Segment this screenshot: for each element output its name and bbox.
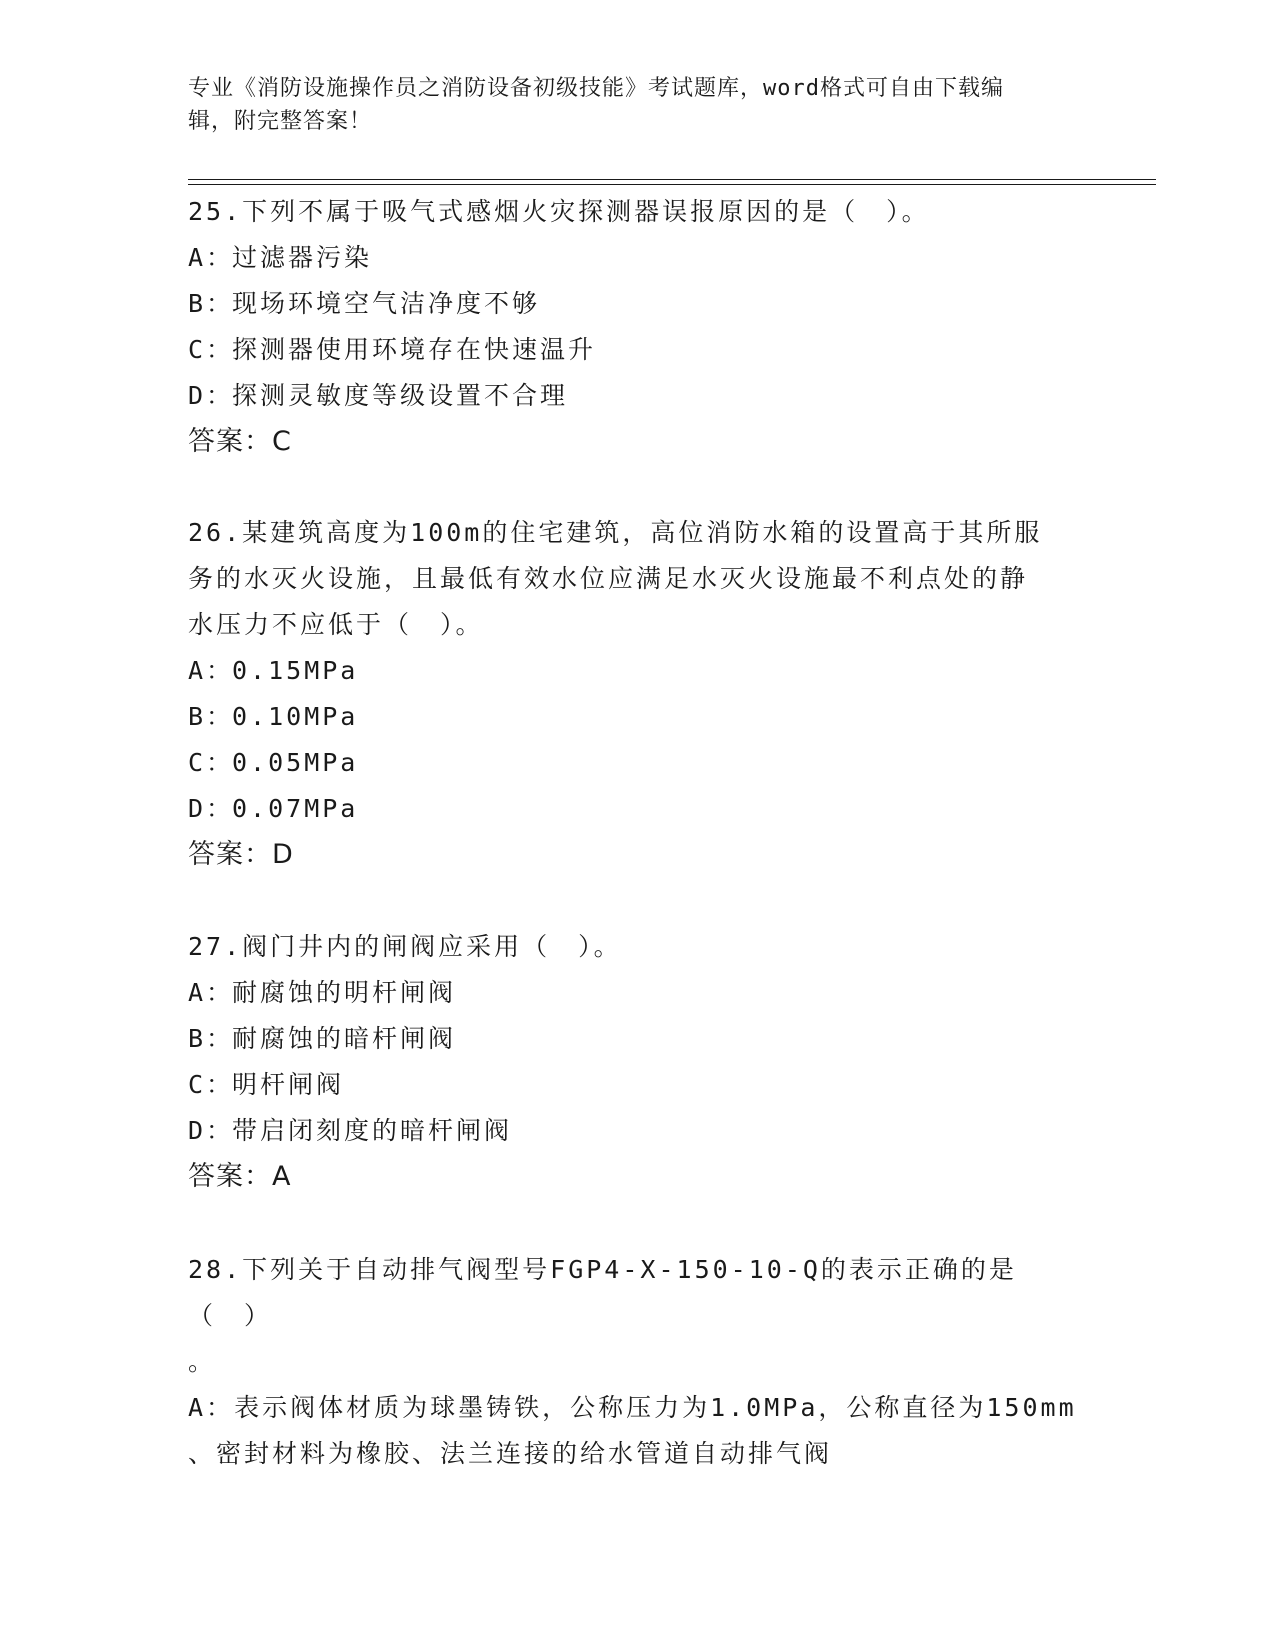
option-c: C：0.05MPa [188,748,359,777]
question-text-line-2: 务的水灭火设施，且最低有效水位应满足水灭火设施最不利点处的静 [188,564,1029,593]
question-text: 27.阀门井内的闸阀应采用（ ）。 [188,932,622,961]
option-a: A：0.15MPa [188,656,359,685]
document-header [188,72,1068,138]
question-text: 25.下列不属于吸气式感烟火灾探测器误报原因的是（ ）。 [188,197,930,226]
header-divider-top [188,179,1156,180]
option-a: A：过滤器污染 [188,243,373,272]
option-b: B：耐腐蚀的暗杆闸阀 [188,1024,457,1053]
option-a: A：耐腐蚀的明杆闸阀 [188,978,457,1007]
question-25 [188,189,1088,465]
header-line-1: 专业《消防设施操作员之消防设备初级技能》考试题库，word格式可自由下载编 [188,76,1004,101]
question-text-line-1: 26.某建筑高度为100m的住宅建筑，高位消防水箱的设置高于其所服 [188,518,1043,547]
option-d: D：0.07MPa [188,794,359,823]
option-a-continuation: 、密封材料为橡胶、法兰连接的给水管道自动排气阀 [188,1439,833,1468]
option-b: B：现场环境空气洁净度不够 [188,289,541,318]
answer: 答案：D [188,839,294,870]
header-divider-bottom [188,184,1156,185]
question-28 [188,1247,1088,1477]
option-d: D：探测灵敏度等级设置不合理 [188,381,569,410]
option-c: C：探测器使用环境存在快速温升 [188,335,597,364]
option-b: B：0.10MPa [188,702,359,731]
question-26 [188,510,1088,878]
option-c: C：明杆闸阀 [188,1070,345,1099]
answer: 答案：C [188,426,292,457]
header-line-2: 辑，附完整答案！ [188,109,373,134]
answer: 答案：A [188,1161,292,1192]
option-a: A：表示阀体材质为球墨铸铁，公称压力为1.0MPa，公称直径为150mm [188,1393,1077,1422]
question-text-line-2: 。 [188,1347,217,1376]
question-text-line-1: 28.下列关于自动排气阀型号FGP4-X-150-10-Q的表示正确的是（ ） [188,1255,1017,1330]
option-d: D：带启闭刻度的暗杆闸阀 [188,1116,513,1145]
question-27 [188,924,1088,1200]
question-text-line-3: 水压力不应低于（ ）。 [188,610,484,639]
